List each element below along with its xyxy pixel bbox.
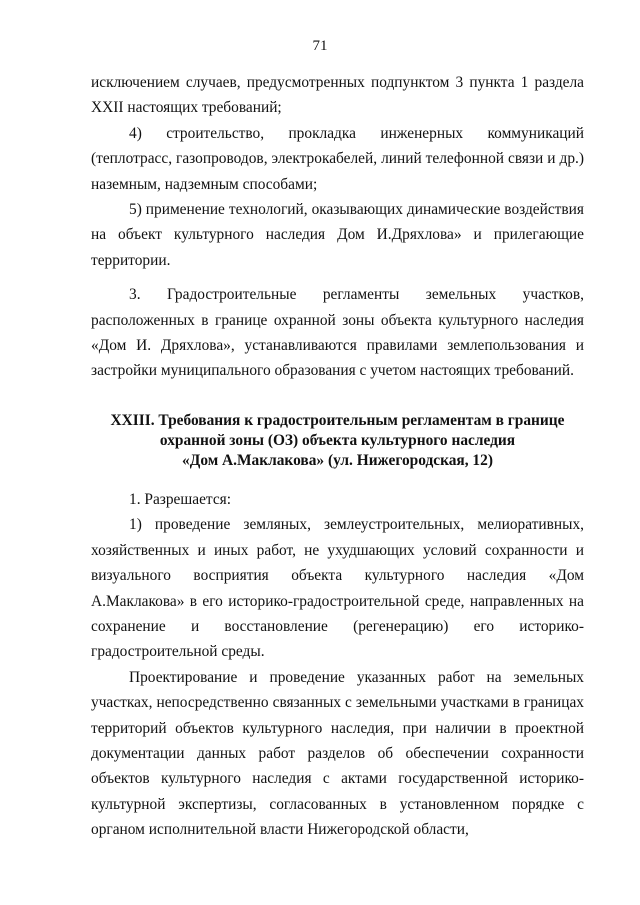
paragraph-item-4: 4) строительство, прокладка инженерных коммуникаций (теплотрасс, газопроводов, электрокабелей, линий телефонной связи и др.) наземным, надземным способами; [91,124,584,193]
paragraph-continuation: исключением случаев, предусмотренных подпунктом 3 пункта 1 раздела XXII настоящих требований; [91,74,584,117]
paragraph-item-5: 5) применение технологий, оказывающих динамические воздействия на объект культурного наследия Дом И.Дряхлова» и прилегающие территории. [91,201,584,269]
section-heading-line-2: охранной зоны (ОЗ) объекта культурного наследия [159,432,516,449]
paragraph-item-1: 1) проведение земляных, землеустроительных, мелиоративных, хозяйственных и иных работ, не ухудшающих условий сохранности и визуального восприятия объекта культурного наследия «Дом А.Маклакова» в его историко-градостроительной среде, направленных на сохранение и восстановление (регенерацию) его историко-градостроительной среды. [91,516,584,661]
section-heading-line-1: XXIII. Требования к градостроительным регламентам в границе [110,412,565,429]
section-heading-line-3: «Дом А.Маклакова» (ул. Нижегородская, 12) [182,452,493,469]
section-a-text [91,70,584,384]
page-number: 71 [312,38,328,54]
paragraph-point-3: 3. Градостроительные регламенты земельных участков, расположенных в границе охранной зоны объекта культурного наследия «Дом И. Дряхлова», устанавливаются правилами землепользования и застройки муниципального образования с учетом настоящих требований. [91,286,584,380]
paragraph-design: Проектирование и проведение указанных работ на земельных участках, непосредственно связанных с земельными участками в границах территорий объектов культурного наследия, при наличии в проектной документации данных работ разделов об обеспечении сохранности объектов культурного наследия с актами государственной историко-культурной экспертизы, согласованных в установленном порядке с органом исполнительной власти Нижегородской области, [91,668,584,839]
section-heading [91,411,584,471]
section-b-text [91,487,584,843]
paragraph-allowed: 1. Разрешается: [129,491,232,508]
